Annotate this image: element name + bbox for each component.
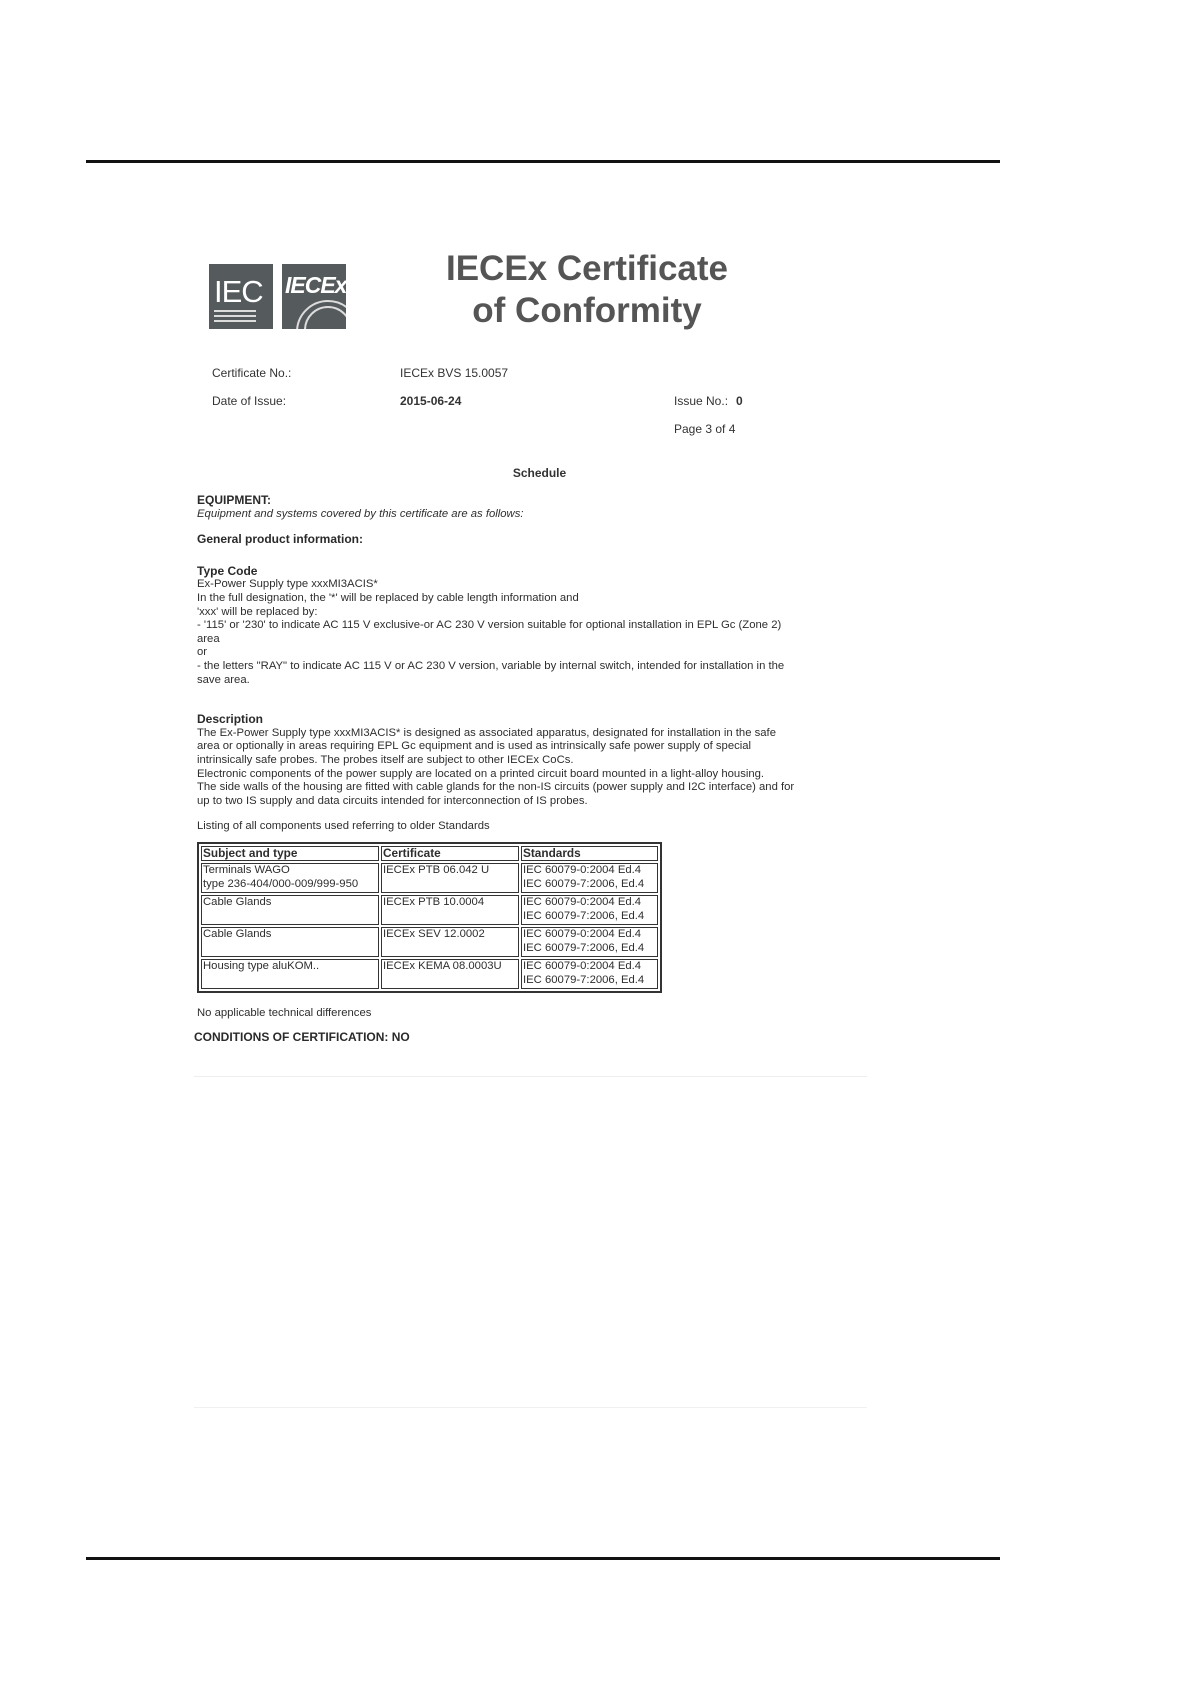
table-row [201,895,658,925]
type-code-line: In the full designation, the '*' will be replaced by cable length information and [197,591,579,604]
cell-certificate: IECEx KEMA 08.0003U [381,959,519,989]
type-code-line: - the letters "RAY" to indicate AC 115 V or AC 230 V version, variable by internal switch, intended for installation in the [197,659,785,672]
col-header-standards: Standards [521,846,658,861]
cell-subject: Housing type aluKOM.. [201,959,379,989]
iecex-logo: IECEx [282,264,346,329]
certificate-page [192,248,887,1448]
cell-standards: IEC 60079-0:2004 Ed.4 IEC 60079-7:2006, Ed.4 [521,959,658,989]
cert-no-label: Certificate No.: [212,366,292,380]
bottom-rule [86,1557,1000,1560]
cell-standards: IEC 60079-0:2004 Ed.4 IEC 60079-7:2006, Ed.4 [521,895,658,925]
type-code-line: or [197,646,208,659]
listing-intro: Listing of all components used referring to older Standards [197,820,490,833]
cell-subject: Terminals WAGO type 236-404/000-009/999-950 [201,863,379,893]
type-code-heading: Type Code [197,563,258,578]
cell-certificate: IECEx SEV 12.0002 [381,927,519,957]
date-label: Date of Issue: [212,394,287,408]
type-code-line: - '115' or '230' to indicate AC 115 V exclusive-or AC 230 V version suitable for optional installation in EPL Gc (Zone 2) [197,619,782,632]
type-code-line: save area. [197,673,250,686]
top-rule [86,160,1000,163]
description-line: area or optionally in areas requiring EPL Gc equipment and is used as intrinsically safe power supply of special [197,740,752,753]
description-line: intrinsically safe probes. The probes itself are subject to other IECEx CoCs. [197,753,574,766]
table-row [201,927,658,957]
cert-no-value: IECEx BVS 15.0057 [400,366,509,380]
description-line: The Ex-Power Supply type xxxMI3ACIS* is designed as associated apparatus, designated for installation in the safe [197,726,776,739]
page-number: Page 3 of 4 [674,422,736,436]
table-row [201,959,658,989]
table-row [201,863,658,893]
description-line: up to two IS supply and data circuits intended for interconnection of IS probes. [197,794,588,807]
description-heading: Description [197,712,264,727]
general-info-heading: General product information: [197,532,364,547]
no-differences-note: No applicable technical differences [197,1007,372,1020]
issue-label: Issue No.: [674,394,729,408]
equipment-intro: Equipment and systems covered by this certificate are as follows: [197,507,524,520]
cell-certificate: IECEx PTB 10.0004 [381,895,519,925]
conditions-heading: CONDITIONS OF CERTIFICATION: NO [194,1029,410,1044]
cell-subject: Cable Glands [201,895,379,925]
type-code-line: Ex-Power Supply type xxxMI3ACIS* [197,578,378,591]
description-line: The side walls of the housing are fitted with cable glands for the non-IS circuits (power supply and I2C interface) and for [197,781,795,794]
table-header-row [201,846,658,861]
cell-standards: IEC 60079-0:2004 Ed.4 IEC 60079-7:2006, Ed.4 [521,927,658,957]
schedule-heading: Schedule [512,466,567,480]
page-title: IECEx Certificate of Conformity [445,249,729,330]
blank-area [194,1076,867,1408]
schedule-body [194,493,867,1044]
cell-certificate: IECEx PTB 06.042 U [381,863,519,893]
type-code-line: 'xxx' will be replaced by: [197,605,318,618]
col-header-certificate: Certificate [381,846,519,861]
type-code-line: area [197,632,220,645]
description-line: Electronic components of the power supply are located on a printed circuit board mounted in a light-alloy housing. [197,767,765,780]
col-header-subject: Subject and type [201,846,379,861]
equipment-heading: EQUIPMENT: [197,493,272,507]
cell-standards: IEC 60079-0:2004 Ed.4 IEC 60079-7:2006, Ed.4 [521,863,658,893]
iec-logo: IEC [209,264,273,329]
issue-value: 0 [736,394,743,408]
components-table [197,842,662,993]
cell-subject: Cable Glands [201,927,379,957]
date-value: 2015-06-24 [400,394,462,408]
